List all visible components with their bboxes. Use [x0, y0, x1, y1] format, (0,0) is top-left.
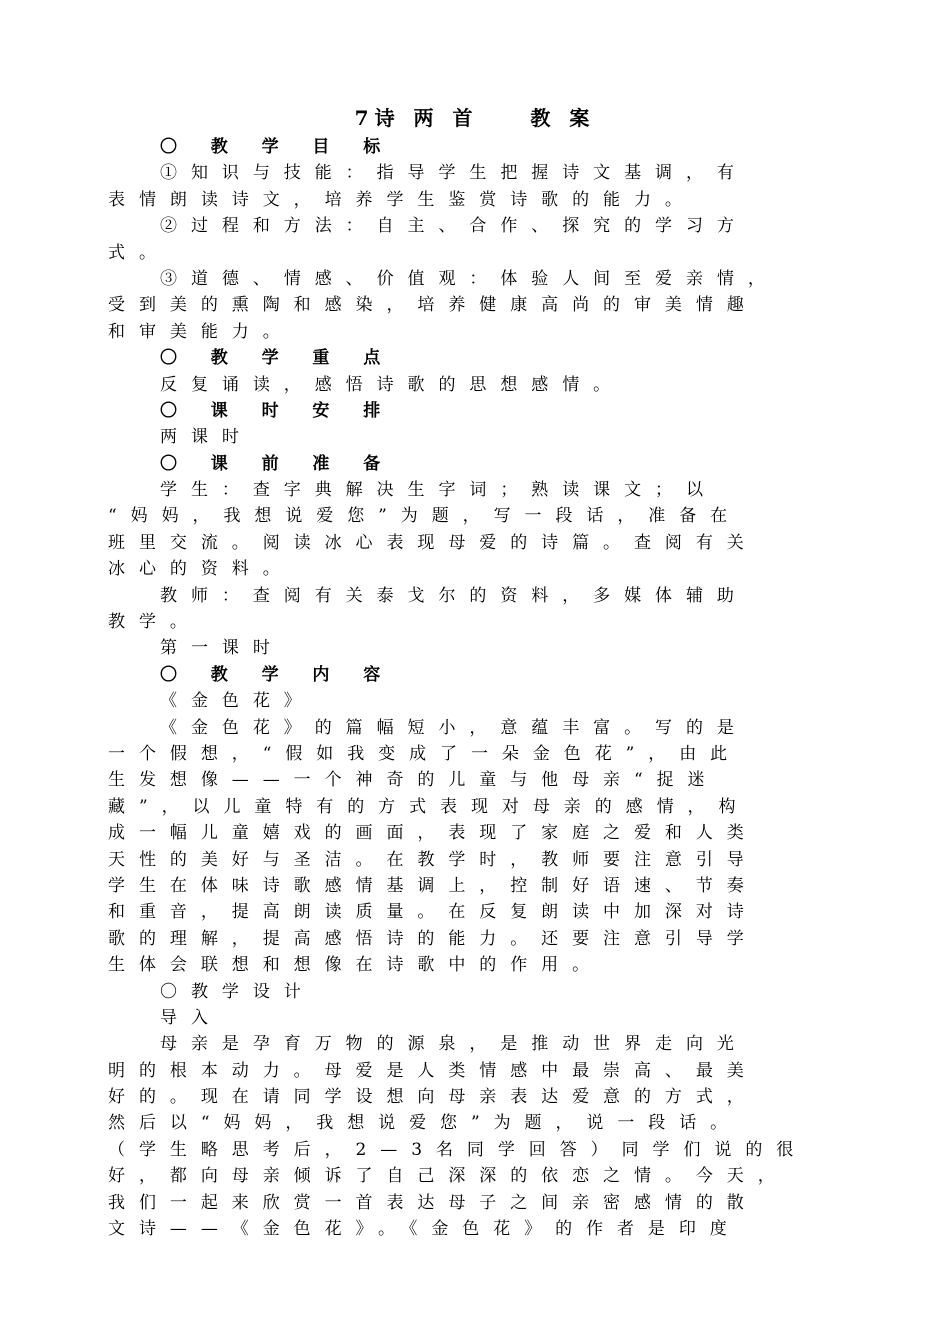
text-line: 两课时 [160, 427, 253, 448]
text-line: （学生略思考后，2—3名同学回答）同学们说的很 [108, 1139, 808, 1160]
text-line: 生发想像——一个神奇的儿童与他母亲“捉迷 [108, 770, 719, 791]
text-line: 冰心的资料。 [108, 559, 294, 580]
text-line: 母亲是孕育万物的源泉，是推动世界走向光 [160, 1034, 748, 1055]
document-body [108, 134, 838, 1242]
section-heading: 〇 课 时 安 排 [160, 400, 395, 421]
text-line: 然后以“妈妈，我想说爱您”为题，说一段话。 [108, 1113, 742, 1134]
text-line: 第一课时 [160, 638, 284, 659]
text-line: 式。 [108, 242, 170, 263]
text-line: 好，都向母亲倾诉了自己深深的依恋之情。今天， [108, 1166, 789, 1187]
text-line: 学生在体味诗歌感情基调上，控制好语速、节奏 [108, 875, 758, 896]
text-line: 文诗——《金色花》。《金色花》的作者是印度 [108, 1219, 741, 1240]
text-line: 和审美能力。 [108, 321, 294, 342]
text-line: ③道德、情感、价值观：体验人间至爱亲情， [160, 268, 779, 289]
section-heading: 〇 课 前 准 备 [160, 453, 395, 474]
section-heading: 〇 教 学 目 标 [160, 137, 395, 157]
text-line: 天性的美好与圣洁。在教学时，教师要注意引导 [108, 849, 758, 870]
text-line: ①知识与技能：指导学生把握诗文基调，有 [160, 163, 748, 184]
section-heading: 〇 教 学 内 容 [160, 664, 395, 685]
text-line: 导入 [160, 1007, 222, 1028]
text-line: 《金色花》 [160, 691, 315, 712]
text-line: 生体会联想和想像在诗歌中的作用。 [108, 955, 604, 976]
text-line: 学生：查字典解决生字词；熟读课文；以 [160, 480, 717, 501]
text-line: 〇教学设计 [160, 981, 315, 1002]
text-line: 明的根本动力。母爱是人类情感中最崇高、最美 [108, 1060, 758, 1081]
text-line: ②过程和方法：自主、合作、探究的学习方 [160, 216, 748, 237]
text-line: 反复诵读，感悟诗歌的思想感情。 [160, 374, 625, 395]
text-line: 藏”，以儿童特有的方式表现对母亲的感情，构 [108, 796, 750, 817]
text-line: 《金色花》的篇幅短小，意蕴丰富。写的是 [160, 717, 748, 738]
text-line: 成一幅儿童嬉戏的画面，表现了家庭之爱和人类 [108, 823, 758, 844]
text-line: 班里交流。阅读冰心表现母爱的诗篇。查阅有关 [108, 532, 758, 553]
text-line: 表情朗读诗文，培养学生鉴赏诗歌的能力。 [108, 189, 696, 210]
text-line: 教学。 [108, 612, 201, 633]
text-line: “妈妈，我想说爱您”为题，写一段话，准备在 [108, 506, 742, 527]
text-line: 一个假想，“假如我变成了一朵金色花”，由此 [108, 743, 742, 764]
section-heading: 〇 教 学 重 点 [160, 348, 395, 369]
text-line: 和重音，提高朗读质量。在反复朗读中加深对诗 [108, 902, 758, 923]
text-line: 教师：查阅有关泰戈尔的资料，多媒体辅助 [160, 585, 748, 606]
document-title: 7诗 两 首 教 案 [354, 106, 596, 130]
text-line: 好的。现在请同学设想向母亲表达爱意的方式， [108, 1087, 758, 1108]
text-line: 歌的理解，提高感悟诗的能力。还要注意引导学 [108, 928, 758, 949]
text-line: 受到美的熏陶和感染，培养健康高尚的审美情趣 [108, 295, 758, 316]
text-line: 我们一起来欣赏一首表达母子之间亲密感情的散 [108, 1192, 758, 1213]
